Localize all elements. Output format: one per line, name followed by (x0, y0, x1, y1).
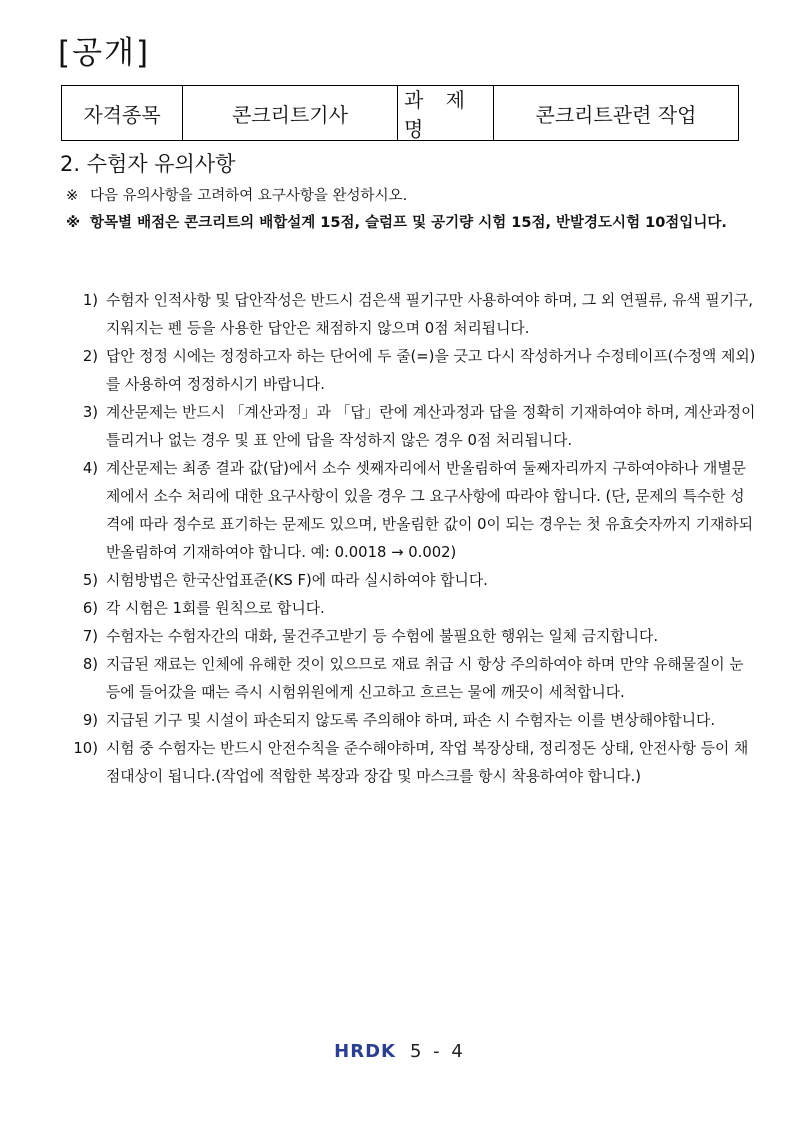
item-number: 9) (82, 712, 98, 729)
item-number: 3) (82, 404, 98, 421)
item-text: 계산문제는 최종 결과 값(답)에서 소수 셋째자리에서 반올림하여 둘째자리까지 구하여야하나 개별문제에서 소수 처리에 대한 요구사항이 있을 경우 그 요구사항에 따라야 합니다. (단, 문제의 특수한 성격에 따라 정수로 표기하는 문제도 있으며, 반올림한 값이 0이 되는 경우는 첫 유효숫자까지 기재하되 반올림하여 기재하여야 합니다. 예: 0.0018 → 0.002) (106, 460, 754, 561)
item-text: 시험방법은 한국산업표준(KS F)에 따라 실시하여야 합니다. (106, 572, 488, 589)
item-text: 계산문제는 반드시 「계산과정」과 「답」란에 계산과정과 답을 정확히 기재하여야 하며, 계산과정이 틀리거나 없는 경우 및 표 안에 답을 작성하지 않은 경우 0점 처리됩니다. (106, 404, 756, 449)
hrdk-logo: HRDK (334, 1041, 396, 1062)
list-item (66, 343, 756, 399)
list-item (66, 287, 756, 343)
list-item (66, 623, 756, 651)
item-number: 6) (82, 600, 98, 617)
visibility-badge: [공개] (58, 35, 151, 71)
list-item (66, 567, 756, 595)
note-item (66, 183, 766, 210)
list-item (66, 735, 756, 791)
list-item (66, 455, 756, 567)
item-number: 1) (82, 292, 98, 309)
section-title: 2. 수험자 유의사항 (60, 152, 236, 176)
item-number: 8) (82, 656, 98, 673)
item-text: 각 시험은 1회를 원칙으로 합니다. (106, 600, 325, 617)
item-number: 4) (82, 460, 98, 477)
item-text: 지급된 기구 및 시설이 파손되지 않도록 주의해야 하며, 파손 시 수험자는 이를 변상해야합니다. (106, 712, 716, 729)
item-text: 수험자는 수험자간의 대화, 물건주고받기 등 수험에 불필요한 행위는 일체 금지합니다. (106, 628, 659, 645)
item-number: 2) (82, 348, 98, 365)
field-label-cell: 자격종목 (83, 102, 161, 127)
item-text: 수험자 인적사항 및 답안작성은 반드시 검은색 필기구만 사용하여야 하며, 그 외 연필류, 유색 필기구, 지워지는 펜 등을 사용한 답안은 채점하지 않으며 0점 처리됩니다. (106, 292, 754, 337)
notes-list (66, 183, 766, 236)
note-text: 항목별 배점은 콘크리트의 배합설계 15점, 슬럼프 및 공기량 시험 15점, 반발경도시험 10점입니다. (90, 214, 727, 231)
field-value-cell: 콘크리트기사 (182, 86, 397, 140)
precautions-list (66, 287, 756, 791)
note-text: 다음 유의사항을 고려하여 요구사항을 완성하시오. (90, 188, 408, 204)
item-text: 답안 정정 시에는 정정하고자 하는 단어에 두 줄(=)을 긋고 다시 작성하거나 수정테이프(수정액 제외)를 사용하여 정정하시기 바랍니다. (106, 348, 756, 393)
item-number: 10) (73, 740, 98, 757)
item-number: 7) (82, 628, 98, 645)
page-number: 5 - 4 (409, 1041, 466, 1062)
list-item (66, 595, 756, 623)
note-item (66, 210, 766, 237)
reference-mark-icon: ※ (66, 188, 79, 204)
reference-mark-icon: ※ (66, 214, 81, 231)
list-item (66, 651, 756, 707)
item-text: 시험 중 수험자는 반드시 안전수칙을 준수해야하며, 작업 복장상태, 정리정돈 상태, 안전사항 등이 채점대상이 됩니다.(작업에 적합한 복장과 장갑 및 마스크를 항시 착용하여야 합니다.) (106, 740, 749, 785)
page-footer (0, 1041, 800, 1062)
list-item (66, 399, 756, 455)
task-label-cell: 과 제 명 (397, 86, 493, 140)
task-value-cell: 콘크리트관련 작업 (493, 86, 738, 140)
item-text: 지급된 재료는 인체에 유해한 것이 있으므로 재료 취급 시 항상 주의하여야 하며 만약 유해물질이 눈 등에 들어갔을 때는 즉시 시험위원에게 신고하고 흐르는 물에 깨끗이 세척합니다. (106, 656, 744, 701)
exam-info-table (61, 85, 739, 141)
item-number: 5) (82, 572, 98, 589)
list-item (66, 707, 756, 735)
